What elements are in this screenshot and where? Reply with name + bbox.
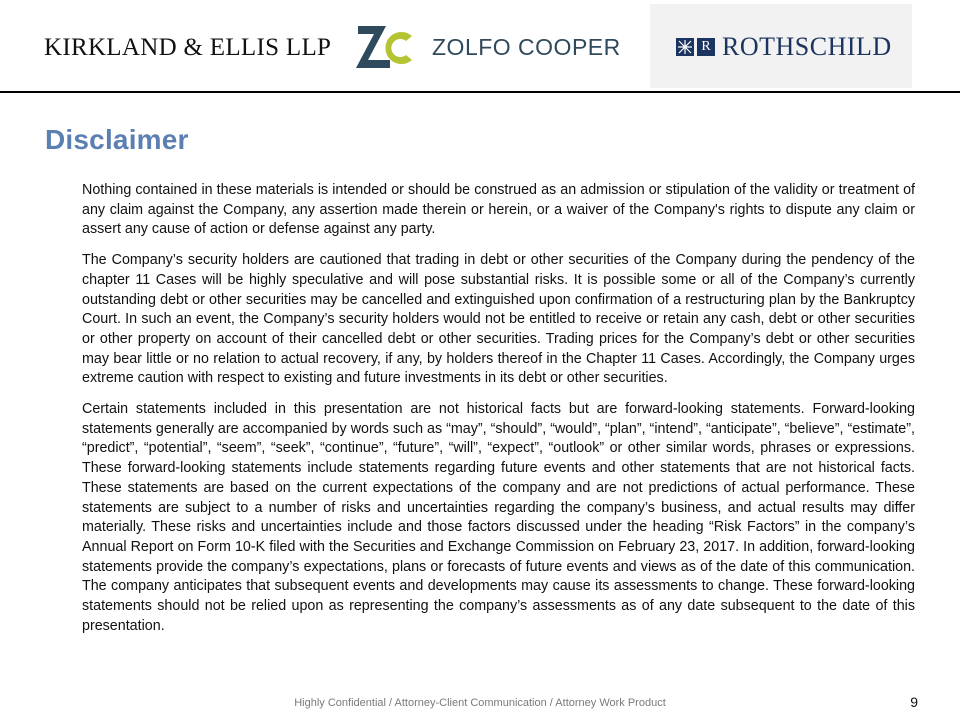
rothschild-r-icon: R xyxy=(697,38,715,56)
paragraph-admission: Nothing contained in these materials is intended or should be construed as an admission or stipulation of the validity or treatment of any claim against the Company, any assertion made therein or herein, or a waiver of the Company's rights to dispute any claim or assert any cause of action or defense against any party. xyxy=(82,182,915,238)
page-title: Disclaimer xyxy=(45,124,189,155)
zolfo-cooper-logo: ZOLFO COOPER xyxy=(432,34,621,60)
disclaimer-body xyxy=(82,181,915,647)
kirkland-ellis-logo: KIRKLAND & ELLIS LLP xyxy=(44,34,332,61)
header-divider xyxy=(0,91,960,93)
rothschild-logo: ROTHSCHILD xyxy=(722,32,892,61)
page-number: 9 xyxy=(910,694,918,710)
confidentiality-footer: Highly Confidential / Attorney-Client Communication / Attorney Work Product xyxy=(294,697,666,709)
paragraph-securities-risk: The Company’s security holders are cautioned that trading in debt or other securities of the Company during the pendency of the chapter 11 Cases will be highly speculative and will pose substantial risks. It is possible some or all of the Company’s currently outstanding debt or other securities may be cancelled and extinguished upon confirmation of a restructuring plan by the Bankruptcy Court. In such an event, the Company’s security holders would not be entitled to receive or retain any cash, debt or other securities or other property on account of their cancelled debt or other securities. Trading prices for the Company’s debt or other securities may bear little or no relation to actual recovery, if any, by holders thereof in the Chapter 11 Cases. Accordingly, the Company urges extreme caution with respect to existing and future investments in its debt or other securities. xyxy=(82,252,915,387)
rothschild-arrows-icon xyxy=(676,38,694,56)
zolfo-cooper-mark-icon xyxy=(356,22,418,72)
header-bar xyxy=(0,0,960,92)
paragraph-forward-looking: Certain statements included in this presentation are not historical facts but are forward-looking statements. Forward-looking statements generally are accompanied by words such as “may”, “should”, “would”, “plan”, “intend”, “anticipate”, “believe”, “estimate”, “predict”, “potential”, “seem”, “seek”, “continue”, “future”, “will”, “expect”, “outlook” or other similar words, phrases or expressions. These forward-looking statements include statements regarding future events and other statements that are not historical facts. These statements are based on the current expectations of the company and are not predictions of actual performance. These statements are subject to a number of risks and uncertainties regarding the company’s business, and actual results may differ materially. These risks and uncertainties include and those factors discussed under the heading “Risk Factors” in the company’s Annual Report on Form 10-K filed with the Securities and Exchange Commission on February 23, 2017. In addition, forward-looking statements provide the company’s expectations, plans or forecasts of future events and views as of the date of this communication. The company anticipates that subsequent events and developments may cause its assessments to change. These forward-looking statements should not be relied upon as representing the company’s assessments as of any date subsequent to the date of this presentation. xyxy=(82,401,915,634)
